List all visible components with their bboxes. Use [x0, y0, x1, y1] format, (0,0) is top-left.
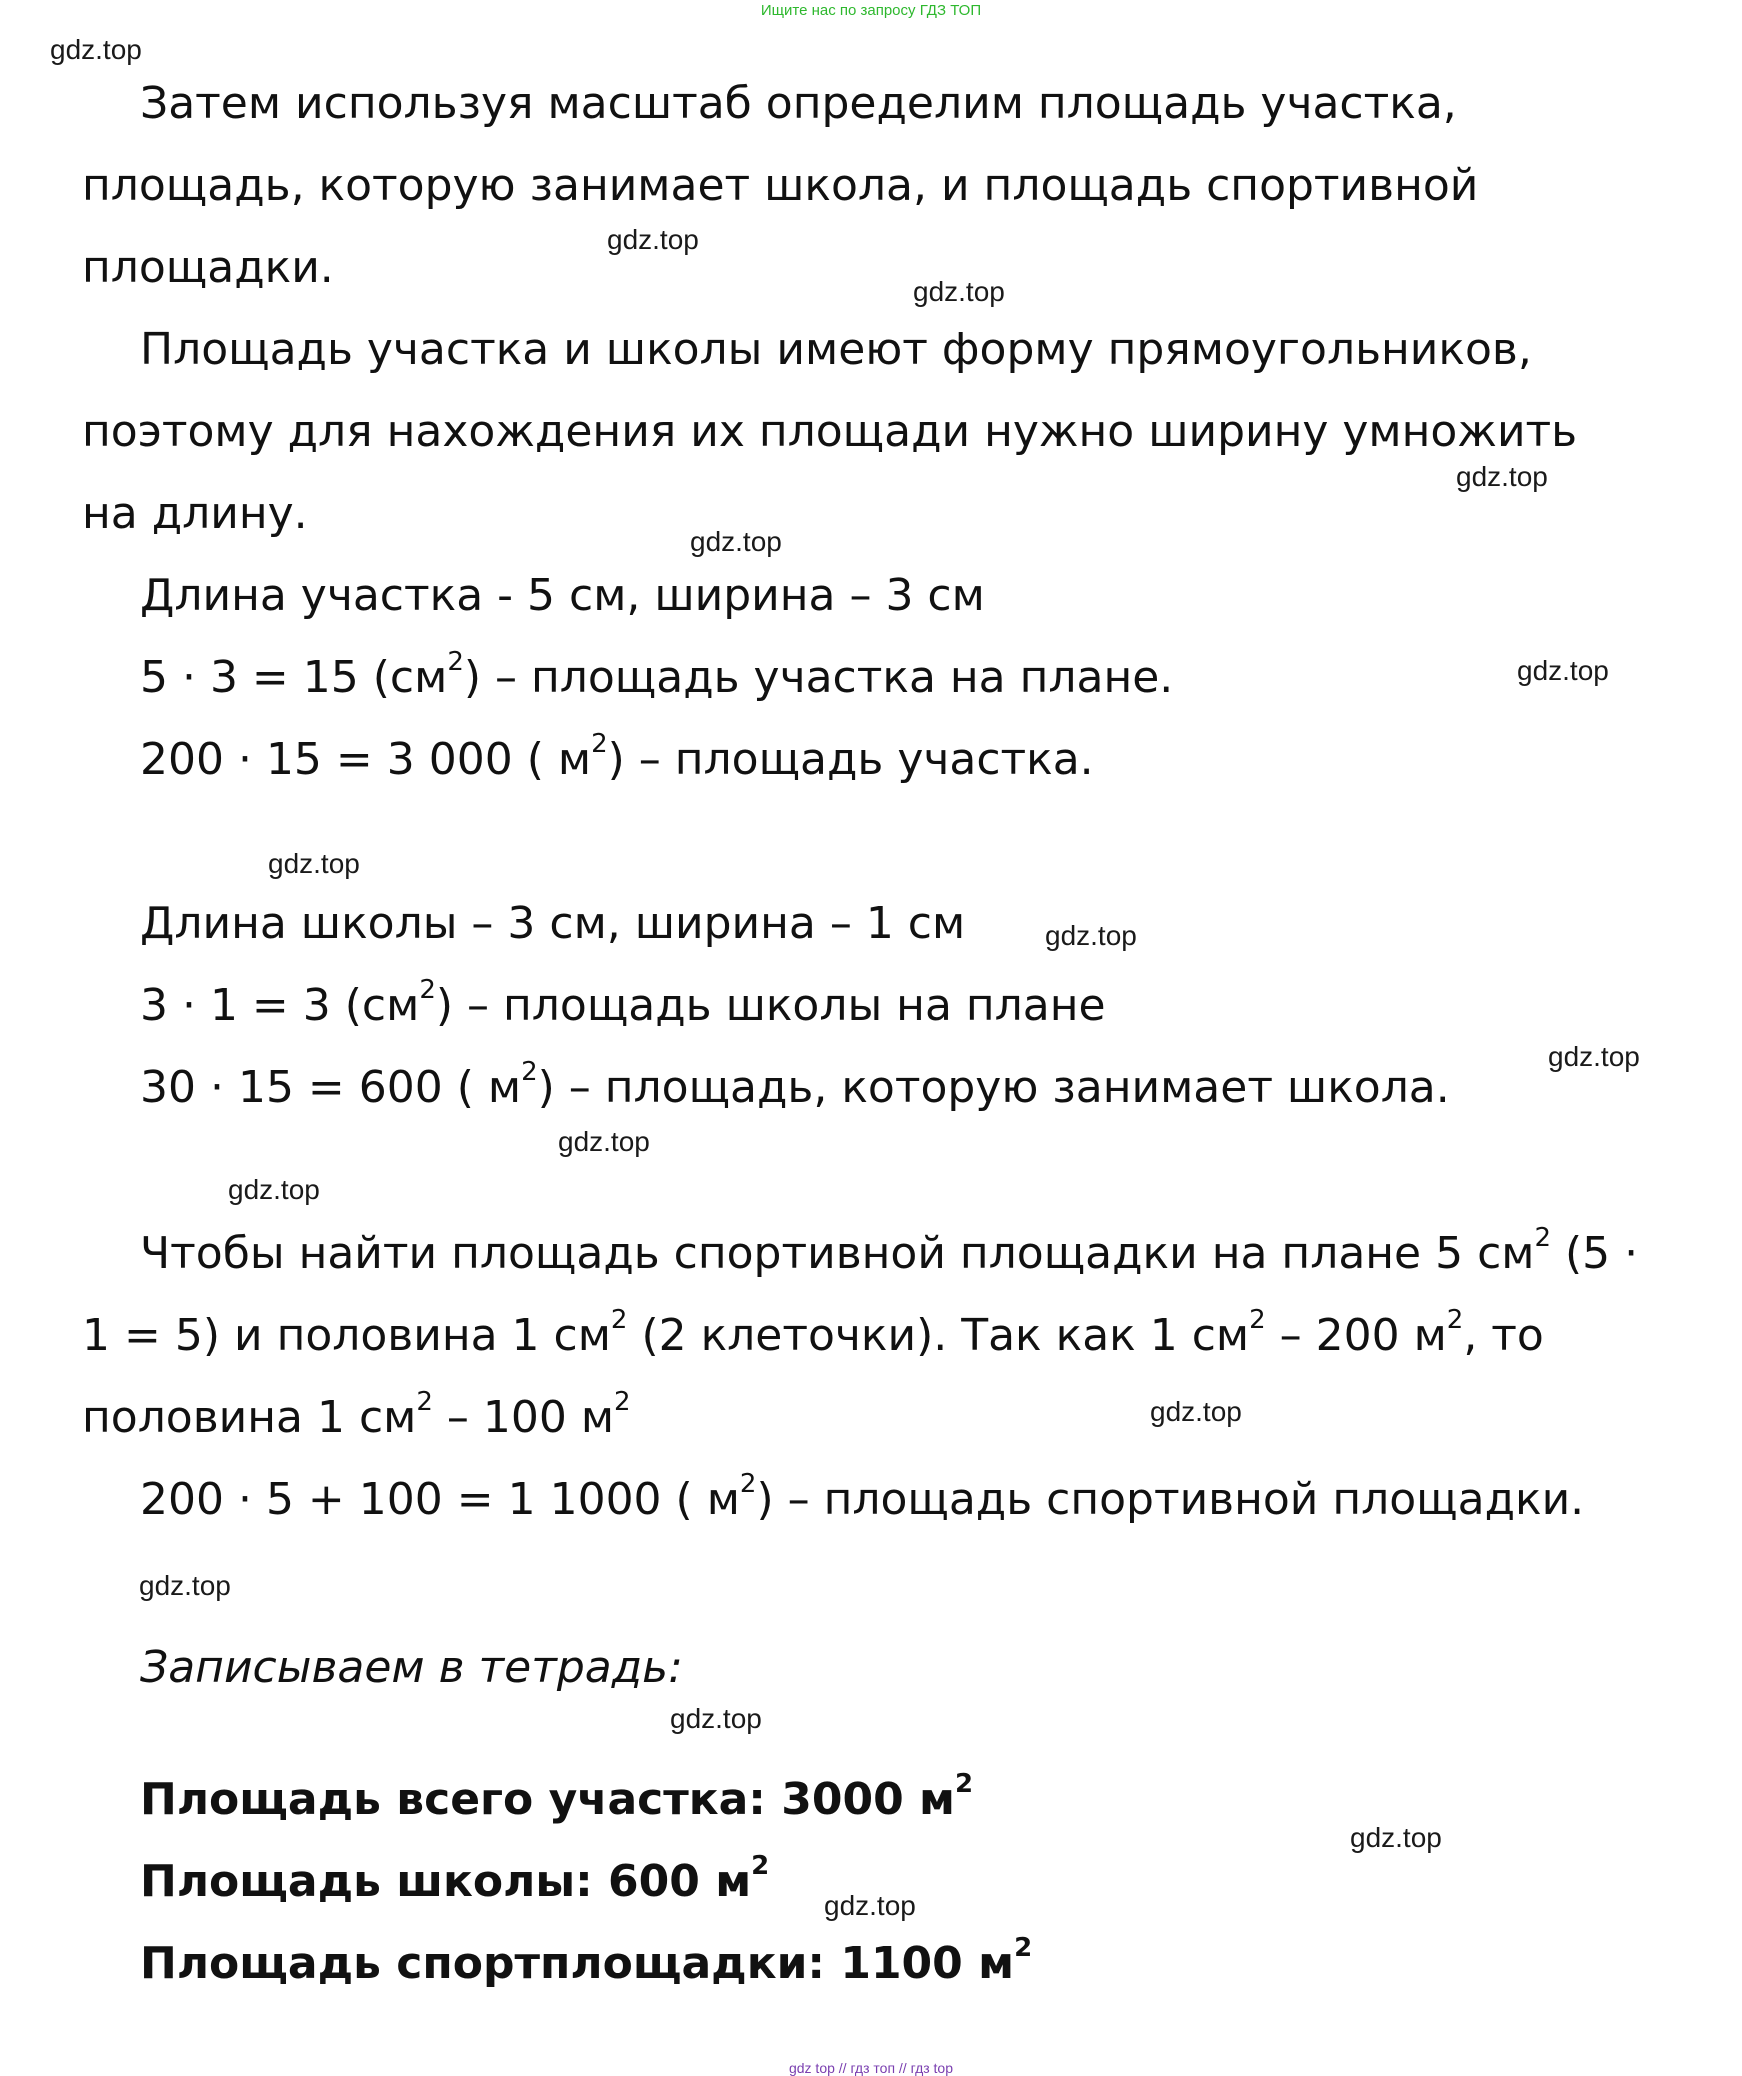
- text-line: поэтому для нахождения их площади нужно ширину умножить: [82, 406, 1578, 457]
- watermark: gdz.top: [1517, 655, 1609, 686]
- watermark: gdz.top: [228, 1174, 320, 1205]
- watermark: gdz.top: [690, 526, 782, 557]
- text-line: на длину.: [82, 488, 308, 539]
- watermark: gdz.top: [50, 34, 142, 65]
- watermark: gdz.top: [139, 1570, 231, 1601]
- top-banner: Ищите нас по запросу ГДЗ ТОП: [760, 2, 982, 19]
- result-school-area: Площадь школы: 600 $м^2$: [140, 1851, 770, 1907]
- result-sport-area: Площадь спортплощадки: 1100 $м^2$: [140, 1933, 1033, 1989]
- text-line: Площадь участка и школы имеют форму прямоугольников,: [140, 324, 1532, 375]
- watermark: gdz.top: [913, 276, 1005, 307]
- text-line: 1 = 5) и половина 1 $см^2$ (2 клеточки). Так как 1 $см^2 - 200$ $м^2$, то: [82, 1305, 1544, 1361]
- footer-banner: gdz top // гдз топ // гдз top: [788, 2060, 954, 2076]
- text-line: половина 1 $см^2 - 100$ $м^2$: [82, 1387, 631, 1443]
- equation-line: 30 · 15 = 600 ( $м^2$) – площадь, которую занимает школа.: [140, 1057, 1450, 1113]
- text-line: Длина участка - 5 см, ширина – 3 см: [140, 570, 985, 621]
- notebook-heading: Записываем в тетрадь:: [140, 1642, 683, 1693]
- watermark: gdz.top: [558, 1126, 650, 1157]
- text-line: площадки.: [82, 242, 334, 293]
- equation-line: 200 · 5 + 100 = 1 1000 ( $м^2$) – площадь спортивной площадки.: [140, 1469, 1585, 1525]
- equation-line: 200 · 15 = 3 000 ( $м^2$) – площадь участка.: [140, 729, 1094, 785]
- text-line: Чтобы найти площадь спортивной площадки на плане 5 $см^2$ (5 ·: [140, 1223, 1639, 1279]
- watermark: gdz.top: [1548, 1041, 1640, 1072]
- text-line: площадь, которую занимает школа, и площадь спортивной: [82, 160, 1479, 211]
- text-line: Затем используя масштаб определим площадь участка,: [140, 78, 1457, 129]
- watermark: gdz.top: [824, 1890, 916, 1921]
- text-line: Длина школы – 3 см, ширина – 1 см: [140, 898, 966, 949]
- watermark: gdz.top: [670, 1703, 762, 1734]
- result-plot-area: Площадь всего участка: 3000 $м^2$: [140, 1769, 974, 1825]
- watermark: gdz.top: [1150, 1396, 1242, 1427]
- watermark: gdz.top: [1350, 1822, 1442, 1853]
- watermark: gdz.top: [607, 224, 699, 255]
- watermark: gdz.top: [1456, 461, 1548, 492]
- watermark: gdz.top: [268, 848, 360, 879]
- equation-line: 3 · 1 = 3 $(см^2)$ – площадь школы на плане: [140, 975, 1106, 1031]
- watermark: gdz.top: [1045, 920, 1137, 951]
- equation-line: 5 · 3 = 15 $(см^2)$ – площадь участка на плане.: [140, 647, 1174, 703]
